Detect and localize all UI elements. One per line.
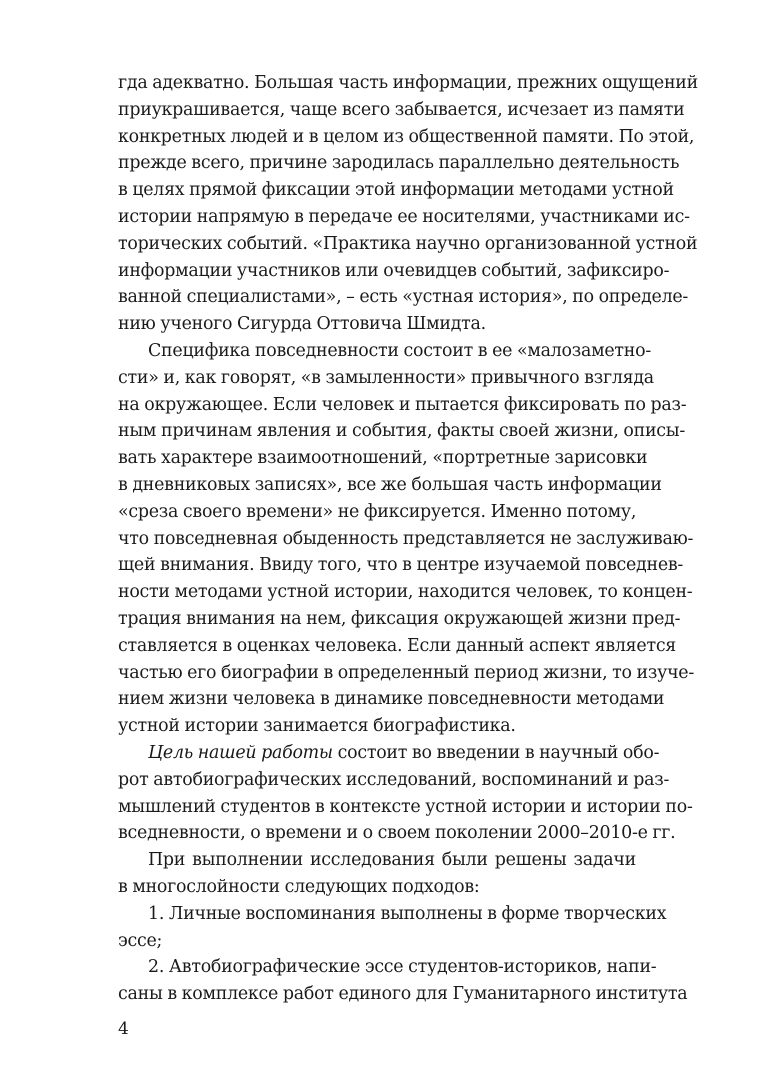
text-line: щей внимания. Ввиду того, что в центре изучаемой повседнев- <box>118 555 684 576</box>
text-line: мышлений студентов в контексте устной истории и истории по- <box>118 796 693 817</box>
text-line: гда адекватно. Большая часть информации, прежних ощущений <box>118 73 698 93</box>
text-line: 1. Личные воспоминания выполнены в форме творческих <box>148 903 667 924</box>
paragraph-everyday-life <box>118 338 694 740</box>
text-line: частью его биографии в определенный период жизни, то изуче- <box>118 662 694 683</box>
text-line: истории напрямую в передаче ее носителями, участниками ис- <box>118 206 690 227</box>
paragraph-oral-history <box>118 70 698 338</box>
text-line: приукрашивается, чаще всего забывается, исчезает из памяти <box>118 99 685 120</box>
page-number: 4 <box>118 1019 129 1039</box>
text-line: в дневниковых записях», все же большая часть информации <box>118 474 662 495</box>
goal-emphasis: Цель нашей работы <box>148 742 333 763</box>
paragraph-tasks <box>118 847 636 901</box>
text-line: ставляется в оценках человека. Если данный аспект является <box>118 635 677 656</box>
body-text <box>118 70 698 1008</box>
text-line: прежде всего, причине зародилась параллельно деятельность <box>118 153 680 174</box>
text-line: трация внимания на нем, фиксация окружающей жизни пред- <box>118 608 681 629</box>
goal-line-rest: состоит во введении в научный обо- <box>332 742 660 763</box>
text-line: что повседневная обыденность представляется не заслуживаю- <box>118 528 694 549</box>
list-item-1 <box>118 901 667 955</box>
text-line: ванной специалистами», – есть «устная история», по определе- <box>118 287 689 308</box>
text-line: вать характере взаимоотношений, «портретные зарисовки <box>118 448 648 469</box>
text-line: 2. Автобиографические эссе студентов-историков, напи- <box>148 957 657 978</box>
text-line: нию ученого Сигурда Оттовича Шмидта. <box>118 314 486 335</box>
text-line: в целях прямой фиксации этой информации методами устной <box>118 180 674 201</box>
text-line: вседневности, о времени и о своем поколении 2000–2010-е гг. <box>118 823 676 844</box>
text-line: устной истории занимается биографистика. <box>118 716 516 737</box>
text-line: эссе; <box>118 930 163 951</box>
text-line: торических событий. «Практика научно организованной устной <box>118 233 698 254</box>
text-line: «среза своего времени» не фиксируется. Именно потому, <box>118 501 637 522</box>
text-line: ности методами устной истории, находится человек, то концен- <box>118 582 693 603</box>
text-line: саны в комплексе работ единого для Гуманитарного института <box>118 984 688 1005</box>
list-item-2 <box>118 954 688 1008</box>
paragraph-research-goal <box>118 740 693 847</box>
text-line: информации участников или очевидцев событий, зафиксиро- <box>118 260 670 281</box>
text-line: конкретных людей и в целом из общественной памяти. По этой, <box>118 126 695 147</box>
text-line: сти» и, как говорят, «в замыленности» привычного взгляда <box>118 367 654 388</box>
text-line: в многослойности следующих подходов: <box>118 876 480 897</box>
text-line: ным причинам явления и события, факты своей жизни, описы- <box>118 421 685 442</box>
text-line: рот автобиографических исследований, воспоминаний и раз- <box>118 769 670 790</box>
text-line: Специфика повседневности состоит в ее «малозаметно- <box>148 340 651 361</box>
text-line: на окружающее. Если человек и пытается фиксировать по раз- <box>118 394 687 415</box>
text-line <box>118 740 660 767</box>
text-line: При выполнении исследования были решены задачи <box>148 850 636 871</box>
text-line: нием жизни человека в динамике повседневности методами <box>118 689 665 710</box>
